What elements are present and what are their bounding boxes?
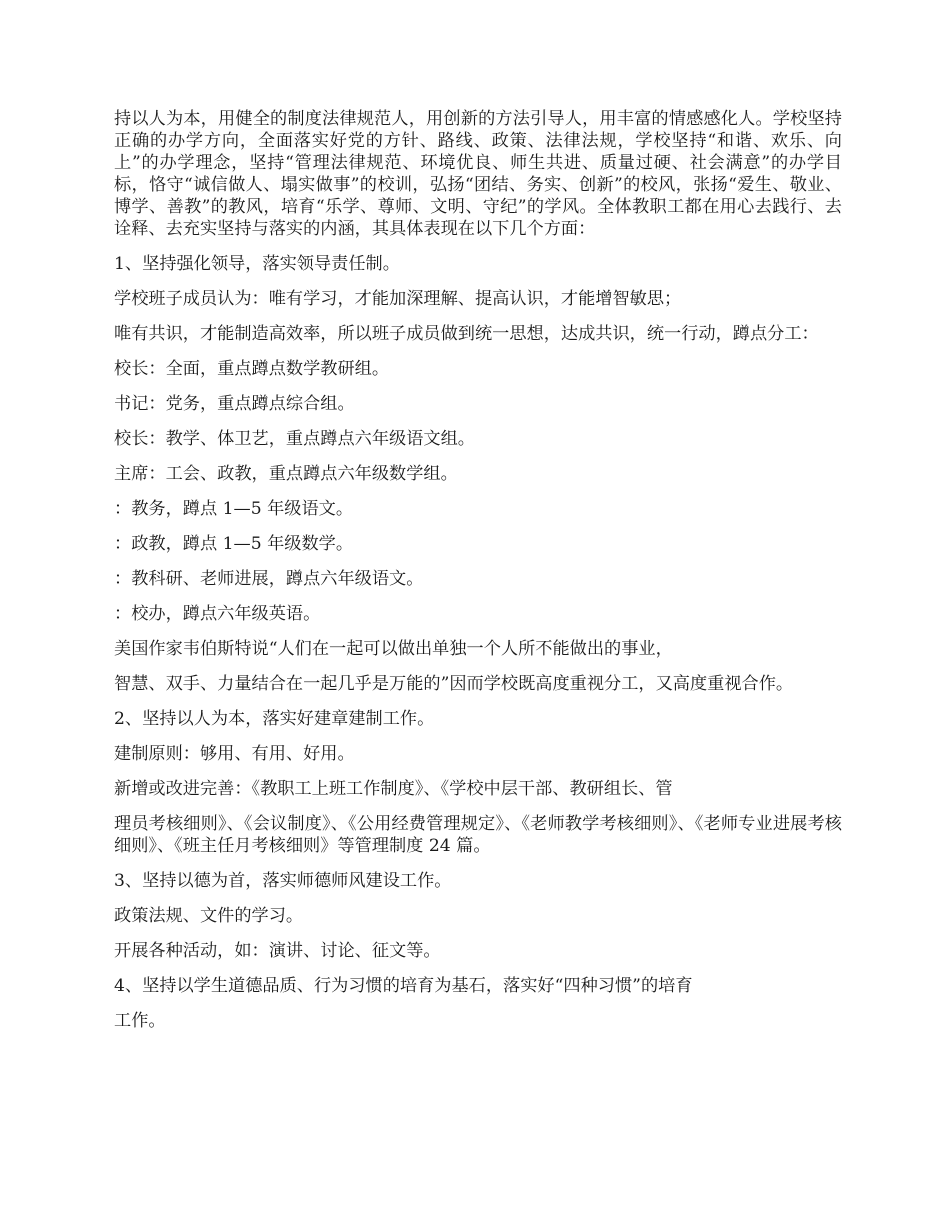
duty-item: 主席：工会、政教，重点蹲点六年级数学组。 [114,464,458,484]
paragraph: 建制原则：够用、有用、好用。 [114,744,355,764]
duty-item: ：教科研、老师进展，蹲点六年级语文。 [114,569,424,589]
section-heading-2: 2、坚持以人为本，落实好建章建制工作。 [114,709,435,729]
paragraph: 唯有共识，才能制造高效率，所以班子成员做到统一思想，达成共识，统一行动，蹲点分工： [114,324,819,344]
document-page [114,108,842,1045]
quote-paragraph: 智慧、双手、力量结合在一起几乎是万能的”因而学校既高度重视分工，又高度重视合作。 [114,674,794,694]
paragraph: 新增或改进完善：《教职工上班工作制度》、《学校中层干部、教研组长、管 [114,779,673,799]
duty-item: 校长：教学、体卫艺，重点蹲点六年级语文组。 [114,429,475,449]
paragraph: 开展各种活动，如：演讲、讨论、征文等。 [114,941,441,961]
section-heading-1: 1、坚持强化领导，落实领导责任制。 [114,254,400,274]
section-heading-3: 3、坚持以德为首，落实师德师风建设工作。 [114,871,452,891]
duty-item: ：教务，蹲点 1—5 年级语文。 [114,499,354,519]
intro-paragraph: 持以人为本，用健全的制度法律规范人，用创新的方法引导人，用丰富的情感感化人。学校坚持正确的办学方向，全面落实好党的方针、路线、政策、法律法规，学校坚持“和谐、欢乐、向上”的办学理念，坚持“管理法律规范、环境优良、师生共进、质量过硬、社会满意”的办学目标，恪守“诚信做人、塌实做事”的校训，弘扬“团结、务实、创新”的校风，张扬“爱生、敬业、博学、善教”的教风，培育“乐学、尊师、文明、守纪”的学风。全体教职工都在用心去践行、去诠释、去充实坚持与落实的内涵，其具体表现在以下几个方面： [114,109,842,239]
paragraph: 工作。 [114,1011,166,1031]
paragraph: 政策法规、文件的学习。 [114,906,304,926]
paragraph: 学校班子成员认为：唯有学习，才能加深理解、提高认识，才能增智敏思； [114,289,682,309]
duty-item: ：校办，蹲点六年级英语。 [114,604,321,624]
duty-item: 书记：党务，重点蹲点综合组。 [114,394,355,414]
duty-item: 校长：全面，重点蹲点数学教研组。 [114,359,390,379]
quote-paragraph: 美国作家韦伯斯特说“人们在一起可以做出单独一个人所不能做出的事业， [114,639,673,659]
paragraph: 理员考核细则》、《会议制度》、《公用经费管理规定》、《老师教学考核细则》、《老师专业进展考核细则》、《班主任月考核细则》等管理制度 24 篇。 [114,814,842,856]
section-heading-4: 4、坚持以学生道德品质、行为习惯的培育为基石，落实好“四种习惯”的培育 [114,976,693,996]
duty-item: ：政教，蹲点 1—5 年级数学。 [114,534,354,554]
